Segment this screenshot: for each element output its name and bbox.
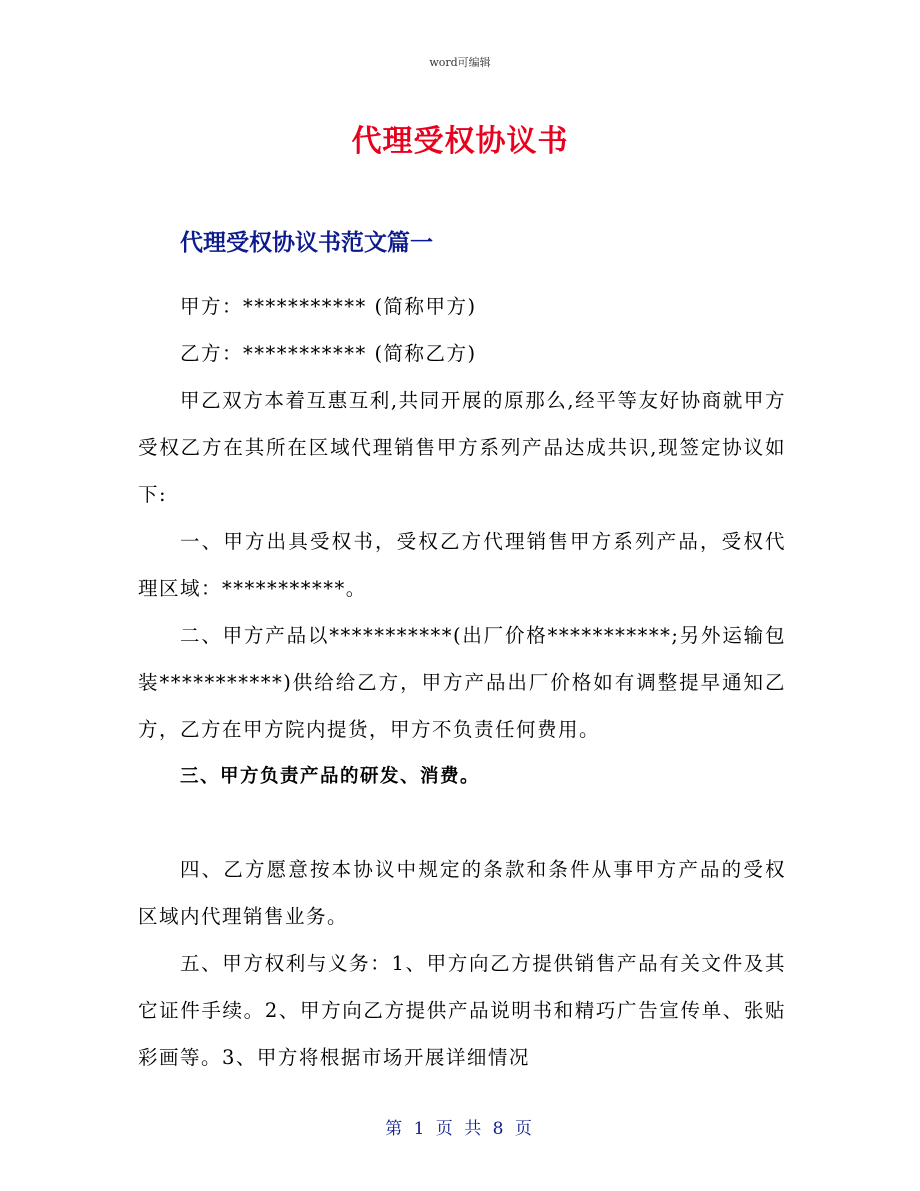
header-note: word可编辑 <box>429 56 491 69</box>
section-heading: 代理受权协议书范文篇一 <box>180 230 433 256</box>
clause-two: 二、甲方产品以***********(出厂价格***********;另外运输包装***********)供给给乙方，甲方产品出厂价格如有调整提早通知乙方，乙方在甲方院内提货，甲方不负责任何费用。 <box>138 624 786 741</box>
document-title: 代理受权协议书 <box>351 124 569 159</box>
clause-four: 四、乙方愿意按本协议中规定的条款和条件从事甲方产品的受权区域内代理销售业务。 <box>138 858 786 928</box>
page-number-footer: 第 1 页 共 8 页 <box>385 1119 535 1139</box>
party-b-line: 乙方：*********** (简称乙方) <box>180 342 477 365</box>
clause-one: 一、甲方出具受权书，受权乙方代理销售甲方系列产品，受权代理区域：***********。 <box>138 530 786 600</box>
preamble-paragraph: 甲乙双方本着互惠互利,共同开展的原那么,经平等友好协商就甲方受权乙方在其所在区域代理销售甲方系列产品达成共识,现签定协议如下: <box>138 389 786 506</box>
document-body-part2 <box>138 846 786 1081</box>
document-body-part1 <box>138 283 786 800</box>
clause-five: 五、甲方权利与义务：1、甲方向乙方提供销售产品有关文件及其它证件手续。2、甲方向乙方提供产品说明书和精巧广告宣传单、张贴彩画等。3、甲方将根据市场开展详细情况 <box>138 952 786 1069</box>
party-a-line: 甲方：*********** (简称甲方) <box>180 295 477 318</box>
clause-three: 三、甲方负责产品的研发、消费。 <box>180 766 481 787</box>
